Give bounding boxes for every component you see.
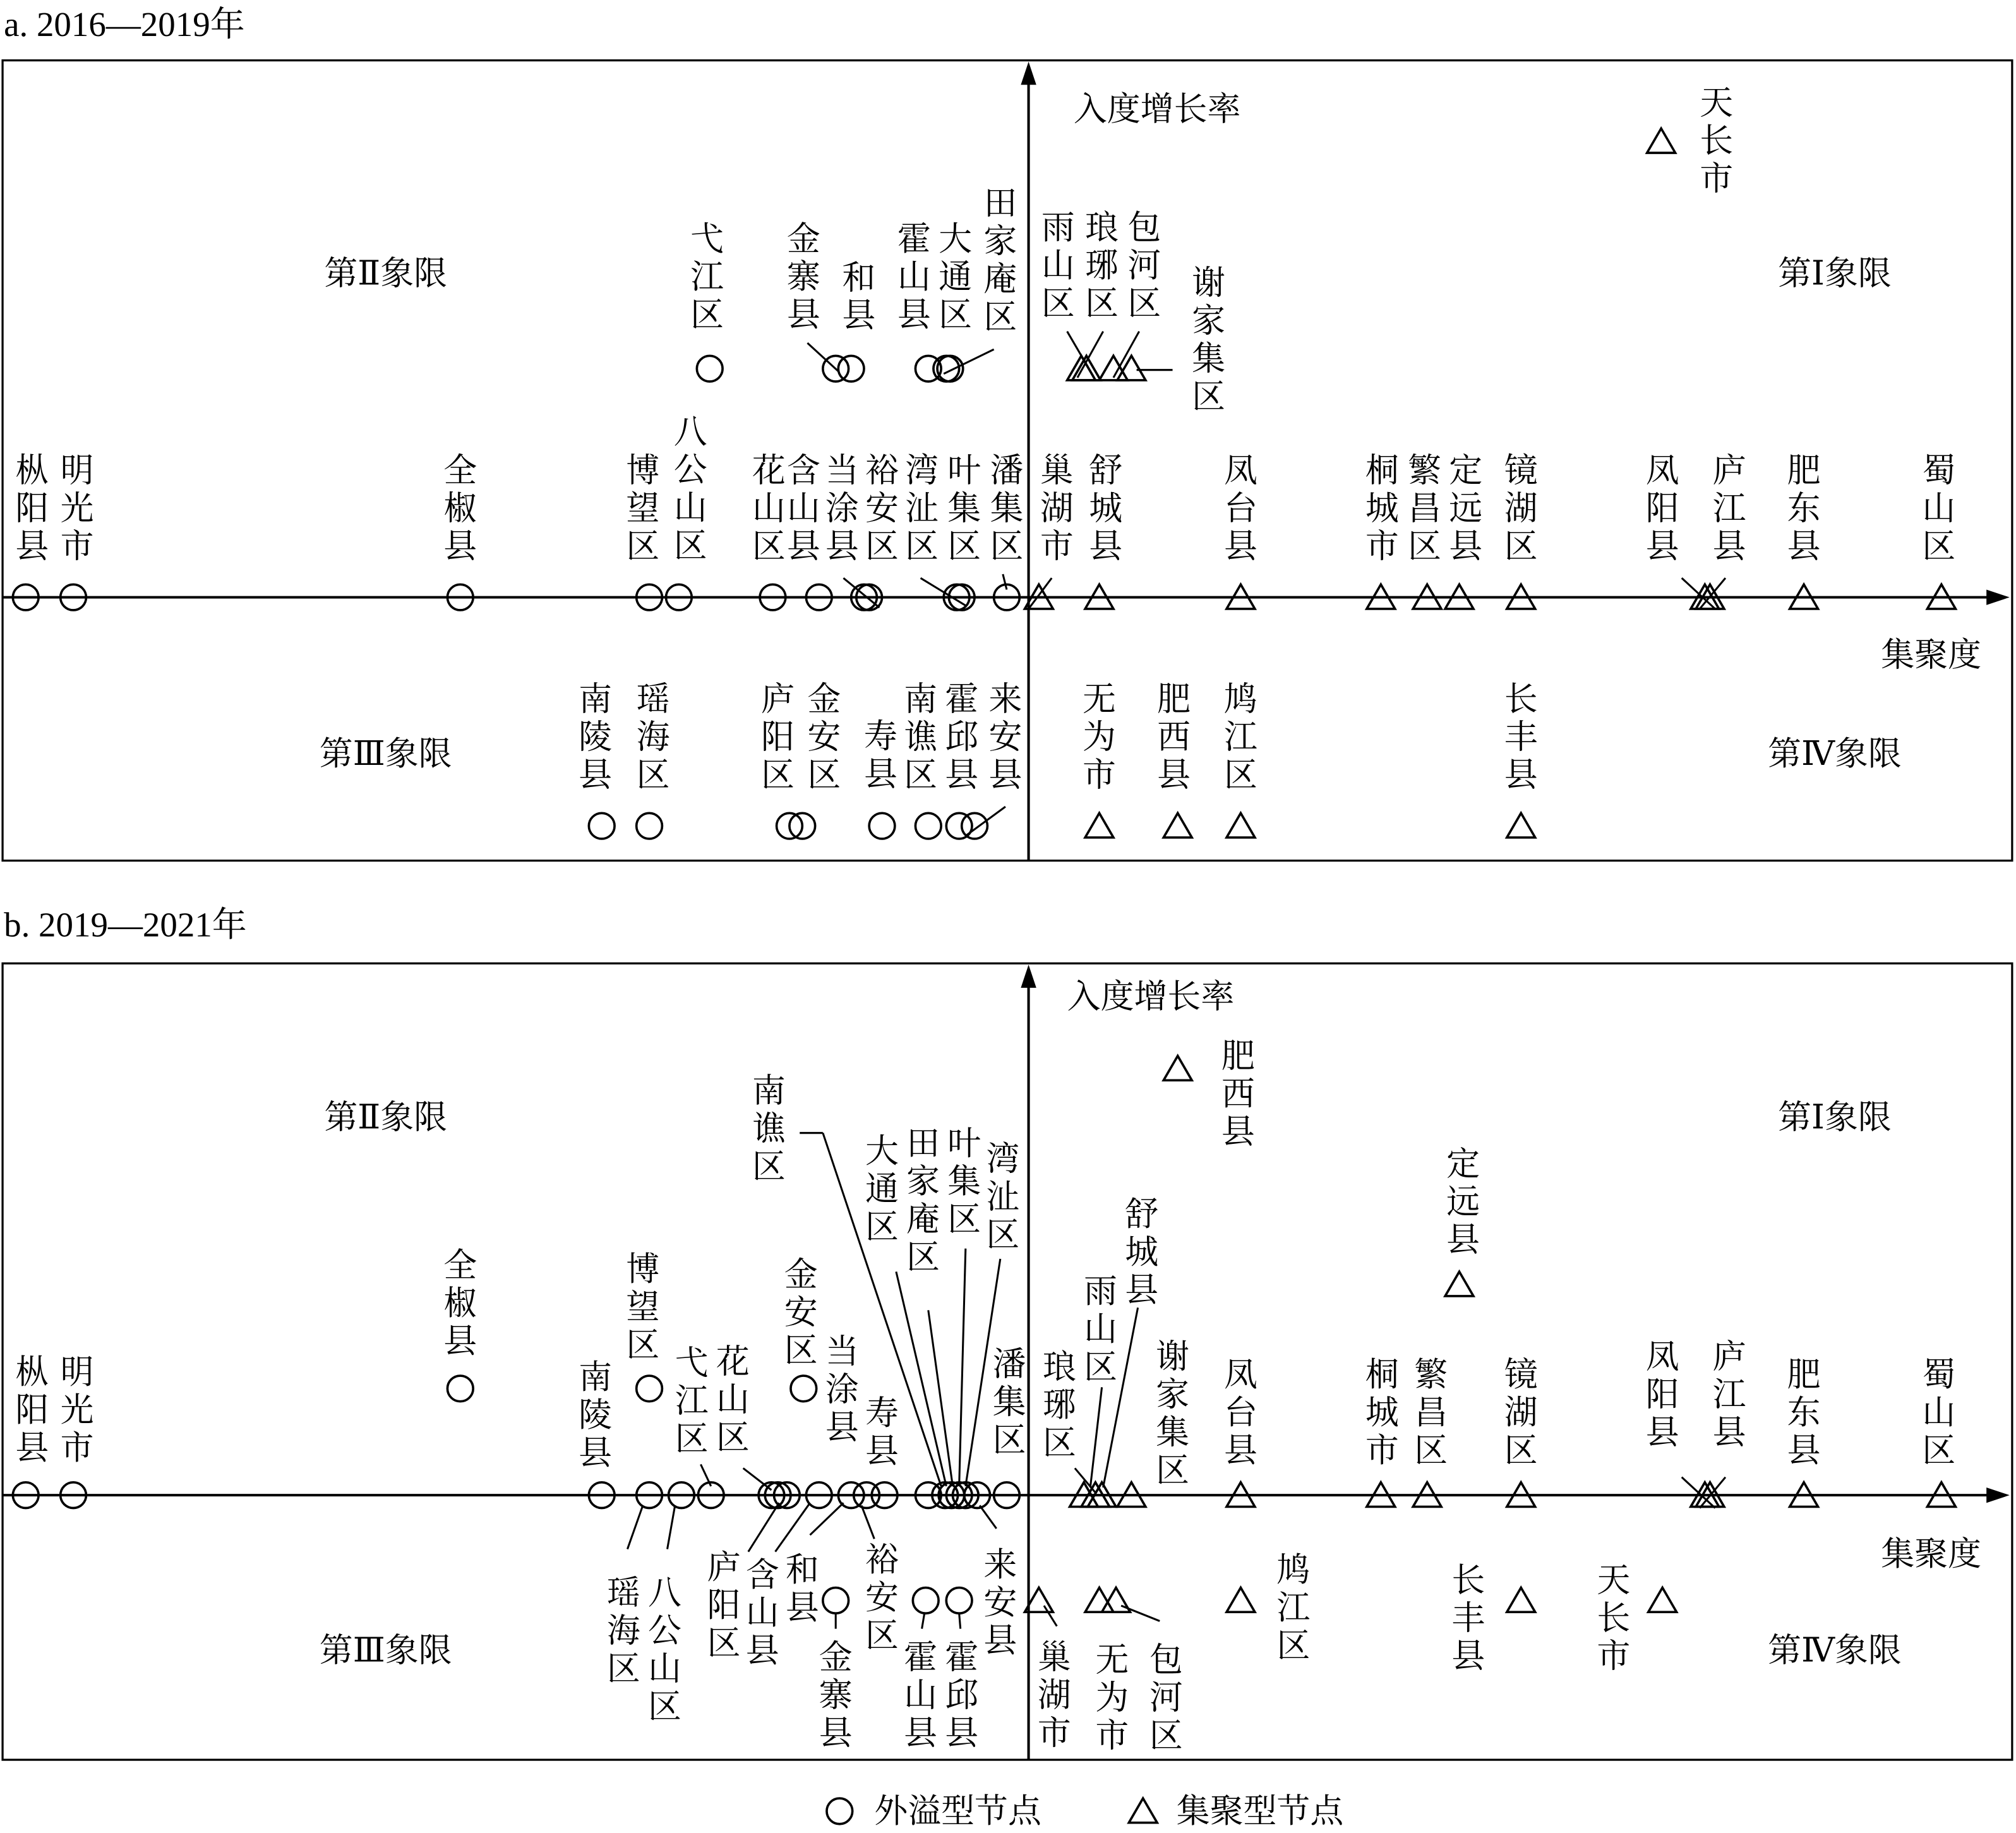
- node-label: 田家庵区: [983, 183, 1017, 336]
- panel-a-quadrant-2-label: 第Ⅱ象限: [324, 254, 448, 293]
- node-label: 南陵县: [579, 1357, 612, 1472]
- panel-a-y-axis-arrow-icon: [1021, 62, 1036, 85]
- node-label: 庐江县: [1712, 450, 1746, 565]
- node-label: 凤阳县: [1645, 450, 1679, 565]
- node-label: 霍山县: [904, 1637, 938, 1752]
- legend: [827, 1792, 1344, 1830]
- spillover-node-circle-icon: [823, 1588, 849, 1614]
- agglomeration-node-triangle-icon: [1445, 1271, 1473, 1296]
- spillover-node-circle-icon: [915, 813, 941, 839]
- node: [856, 451, 899, 610]
- node-label: 谢家集区: [1156, 1337, 1190, 1489]
- node: [13, 451, 49, 610]
- node: [865, 1394, 899, 1508]
- node: [1227, 1551, 1310, 1665]
- leader-line: [944, 349, 993, 374]
- panel-b-quadrant-3-label: 第Ⅲ象限: [319, 1631, 452, 1670]
- node-label: 寿县: [865, 1393, 899, 1470]
- leader-line: [1113, 332, 1139, 378]
- node-label: 舒城县: [1125, 1194, 1159, 1309]
- node: [1647, 83, 1733, 198]
- node-label: 瑶海区: [636, 679, 670, 794]
- node-label: 当涂县: [825, 1331, 859, 1446]
- agglomeration-node-triangle-icon: [1067, 356, 1096, 380]
- panel-a: [3, 5, 2012, 861]
- legend-circle-icon: [827, 1798, 853, 1824]
- node-label: 来安县: [988, 679, 1023, 794]
- node: [825, 1332, 864, 1508]
- node: [1787, 1355, 1821, 1507]
- node: [1445, 451, 1482, 609]
- node: [1365, 451, 1399, 609]
- node-label: 凤阳县: [1645, 1337, 1679, 1451]
- node-label: 镜湖区: [1504, 1355, 1538, 1470]
- node-label: 裕安区: [865, 450, 899, 565]
- node-label: 舒城县: [1089, 450, 1123, 565]
- node-label: 湾沚区: [986, 1139, 1020, 1254]
- node: [579, 680, 615, 839]
- node-label: 明光市: [60, 450, 94, 565]
- node: [1445, 1145, 1480, 1296]
- node-label: 鸠江区: [1224, 679, 1257, 794]
- panel-b: [3, 906, 2012, 1760]
- node: [787, 220, 849, 382]
- panel-a-quadrant-1-label: 第Ⅰ象限: [1778, 254, 1892, 293]
- node-label: 琅琊区: [1042, 1347, 1076, 1462]
- legend-triangle-icon: [1129, 1798, 1157, 1823]
- node-label: 寿县: [864, 716, 897, 793]
- node: [993, 1345, 1026, 1508]
- spillover-node-circle-icon: [913, 1588, 939, 1614]
- node: [1408, 451, 1441, 609]
- node-label: 来安县: [983, 1545, 1017, 1660]
- panel-a-quadrant-4-label: 第Ⅳ象限: [1768, 735, 1902, 774]
- node-label: 南陵县: [579, 679, 612, 794]
- spillover-node-circle-icon: [946, 813, 972, 839]
- leader-line: [776, 1503, 810, 1551]
- node-label: 金寨县: [786, 219, 820, 334]
- node-label: 明光市: [60, 1352, 94, 1467]
- leader-line: [980, 1505, 996, 1529]
- spillover-node-circle-icon: [838, 356, 864, 382]
- node-label: 大通区: [865, 1131, 899, 1246]
- node-label: 八公山区: [673, 412, 707, 565]
- panel-b-quadrant-4-label: 第Ⅳ象限: [1768, 1631, 1902, 1670]
- node-label: 琅琊区: [1085, 208, 1119, 323]
- node-label: 庐江县: [1712, 1337, 1746, 1451]
- node-label: 天长市: [1597, 1560, 1631, 1675]
- node-label: 南谯区: [904, 679, 938, 794]
- panel-b-x-axis-label: 集聚度: [1881, 1535, 1982, 1574]
- leader-line: [959, 1613, 961, 1628]
- node: [838, 258, 875, 382]
- panel-a-nodes: [13, 83, 1955, 839]
- node: [1157, 680, 1192, 838]
- panel-a-y-axis-label: 入度增长率: [1073, 90, 1241, 129]
- spillover-node-circle-icon: [791, 1376, 817, 1402]
- node: [1072, 208, 1119, 380]
- panel-b-title: b. 2019—2021年: [4, 905, 247, 944]
- node-label: 花山区: [752, 450, 786, 565]
- node-label: 凤台县: [1224, 450, 1257, 565]
- node: [784, 1255, 818, 1402]
- node-label: 全椒县: [443, 1246, 477, 1361]
- node-label: 八公山区: [648, 1573, 681, 1726]
- node: [1922, 1355, 1955, 1507]
- node-label: 弋江区: [690, 219, 724, 334]
- agglomeration-node-triangle-icon: [1163, 813, 1192, 838]
- node-label: 金安区: [784, 1254, 818, 1369]
- leader-line: [627, 1505, 642, 1549]
- node: [854, 1482, 899, 1654]
- node: [945, 1588, 978, 1752]
- node-label: 潘集区: [990, 450, 1024, 565]
- node: [666, 412, 707, 610]
- spillover-node-circle-icon: [589, 813, 615, 839]
- node-label: 湾沚区: [905, 450, 939, 565]
- node-label: 繁昌区: [1408, 450, 1442, 565]
- node: [752, 451, 786, 610]
- node-label: 大通区: [939, 219, 972, 334]
- node-label: 无为市: [1095, 1640, 1129, 1755]
- node: [61, 451, 94, 610]
- agglomeration-node-triangle-icon: [1507, 1588, 1535, 1613]
- node: [1597, 1561, 1676, 1675]
- node: [1081, 1271, 1117, 1506]
- panel-b-x-axis-arrow-icon: [1986, 1487, 2010, 1503]
- node-label: 和县: [785, 1550, 819, 1627]
- node-label: 繁昌区: [1414, 1355, 1448, 1470]
- node-label: 长丰县: [1504, 679, 1538, 794]
- node-label: 包河区: [1127, 208, 1161, 323]
- node-label: 南谯区: [752, 1071, 786, 1186]
- agglomeration-node-triangle-icon: [1648, 1588, 1677, 1613]
- node: [1083, 680, 1116, 838]
- node: [1365, 1355, 1399, 1507]
- panel-b-nodes: [13, 1037, 1955, 1755]
- node-label: 博望区: [626, 450, 660, 565]
- panel-a-title: a. 2016—2019年: [4, 4, 245, 44]
- node: [1224, 451, 1257, 609]
- node: [637, 680, 670, 839]
- leader-line: [668, 1505, 675, 1549]
- node-label: 镜湖区: [1504, 450, 1538, 565]
- leader-line: [1029, 578, 1052, 609]
- node: [864, 717, 897, 839]
- node-label: 潘集区: [992, 1345, 1026, 1460]
- panel-b-y-axis-arrow-icon: [1021, 965, 1036, 988]
- node-label: 无为市: [1083, 679, 1116, 794]
- leader-line: [1090, 1387, 1101, 1487]
- node-label: 和县: [842, 258, 876, 335]
- spillover-node-circle-icon: [962, 813, 988, 839]
- node-label: 裕安区: [865, 1540, 899, 1655]
- node-label: 霍山县: [897, 219, 931, 334]
- spillover-node-circle-icon: [637, 813, 663, 839]
- agglomeration-node-triangle-icon: [1227, 813, 1255, 838]
- spillover-node-circle-icon: [946, 1588, 972, 1614]
- node: [1024, 451, 1073, 609]
- node: [13, 1352, 49, 1508]
- node: [1224, 1355, 1257, 1507]
- panel-b-y-axis-label: 入度增长率: [1067, 977, 1235, 1016]
- node-label: 庐阳区: [707, 1548, 741, 1662]
- node: [904, 680, 941, 839]
- node-label: 雨山区: [1041, 208, 1075, 323]
- node: [626, 1250, 662, 1402]
- panel-a-x-axis-label: 集聚度: [1881, 635, 1982, 675]
- node: [1024, 1588, 1071, 1752]
- node-label: 肥东县: [1787, 450, 1821, 565]
- node-label: 博望区: [626, 1249, 660, 1364]
- node: [1646, 1337, 1719, 1506]
- node: [819, 1588, 853, 1752]
- node-label: 巢湖市: [1040, 450, 1074, 565]
- leader-line: [843, 578, 879, 608]
- node-label: 包河区: [1149, 1640, 1183, 1755]
- panel-a-quadrant-3-label: 第Ⅲ象限: [319, 735, 452, 774]
- node-label: 含山县: [786, 450, 820, 565]
- spillover-node-circle-icon: [869, 813, 895, 839]
- node-label: 花山区: [716, 1342, 750, 1457]
- node-label: 叶集区: [947, 1124, 981, 1239]
- leader-line: [861, 1505, 874, 1539]
- node: [1504, 680, 1538, 838]
- panel-b-quadrant-2-label: 第Ⅱ象限: [324, 1098, 448, 1137]
- node: [61, 1352, 94, 1508]
- node: [1451, 1561, 1535, 1675]
- node-label: 蜀山区: [1922, 450, 1956, 565]
- agglomeration-node-triangle-icon: [1072, 356, 1101, 380]
- node: [579, 1358, 615, 1508]
- node: [897, 220, 941, 382]
- node-label: 凤台县: [1224, 1355, 1257, 1470]
- node: [945, 680, 978, 839]
- spillover-node-circle-icon: [447, 1376, 473, 1402]
- leader-line: [922, 1613, 925, 1628]
- node: [1504, 1355, 1538, 1507]
- node-label: 当涂县: [825, 450, 859, 565]
- node-label: 枞阳县: [15, 1352, 49, 1467]
- node-label: 巢湖市: [1037, 1637, 1071, 1752]
- agglomeration-node-triangle-icon: [1085, 813, 1113, 838]
- node-label: 雨山区: [1084, 1271, 1118, 1386]
- node-label: 田家庵区: [906, 1124, 940, 1277]
- node-label: 蜀山区: [1922, 1355, 1956, 1470]
- agglomeration-node-triangle-icon: [1227, 1588, 1255, 1613]
- node: [789, 680, 841, 839]
- node: [1504, 451, 1538, 609]
- agglomeration-node-triangle-icon: [1163, 1056, 1192, 1081]
- node: [1085, 451, 1122, 609]
- node: [1646, 451, 1719, 609]
- leader-line: [1003, 574, 1007, 589]
- node: [1224, 680, 1257, 838]
- node: [443, 1246, 477, 1402]
- node-label: 含山县: [745, 1555, 779, 1670]
- node-label: 霍邱县: [945, 679, 979, 794]
- legend-agglomeration-label: 集聚型节点: [1176, 1791, 1344, 1830]
- node: [1787, 451, 1821, 609]
- node-label: 长丰县: [1451, 1560, 1485, 1675]
- node-label: 弋江区: [675, 1343, 709, 1458]
- spillover-node-circle-icon: [697, 356, 723, 382]
- agglomeration-node-triangle-icon: [1507, 813, 1535, 838]
- node-label: 叶集区: [947, 450, 981, 565]
- legend-spillover-label: 外溢型节点: [874, 1791, 1041, 1830]
- node-label: 谢家集区: [1192, 263, 1226, 416]
- node-label: 桐城市: [1365, 450, 1399, 565]
- node-label: 全椒县: [443, 450, 477, 565]
- spillover-node-circle-icon: [637, 1376, 663, 1402]
- leader-line: [959, 1249, 966, 1486]
- node-label: 肥西县: [1157, 679, 1191, 794]
- leader-line: [748, 1503, 779, 1551]
- node-label: 枞阳县: [15, 450, 49, 565]
- node-label: 金安区: [807, 679, 841, 794]
- node-label: 庐阳区: [761, 679, 795, 794]
- node-label: 定远县: [1446, 1144, 1480, 1259]
- node-label: 金寨县: [819, 1637, 853, 1752]
- node: [648, 1482, 694, 1726]
- node: [443, 451, 477, 610]
- node: [1163, 1037, 1255, 1151]
- node: [904, 1588, 939, 1752]
- panel-b-quadrant-1-label: 第Ⅰ象限: [1778, 1098, 1892, 1137]
- panel-a-x-axis-arrow-icon: [1986, 589, 2010, 604]
- node-label: 肥西县: [1221, 1037, 1255, 1151]
- node: [690, 220, 724, 382]
- node-label: 瑶海区: [606, 1573, 640, 1688]
- node-label: 肥东县: [1787, 1355, 1821, 1470]
- node: [626, 451, 662, 610]
- node-label: 鸠江区: [1276, 1550, 1311, 1665]
- node-label: 桐城市: [1365, 1355, 1399, 1470]
- node: [1413, 1355, 1448, 1507]
- agglomeration-node-triangle-icon: [1647, 128, 1676, 153]
- node: [1922, 451, 1955, 609]
- node-label: 天长市: [1700, 83, 1734, 198]
- node-label: 霍邱县: [945, 1637, 979, 1752]
- node-label: 定远县: [1449, 450, 1483, 565]
